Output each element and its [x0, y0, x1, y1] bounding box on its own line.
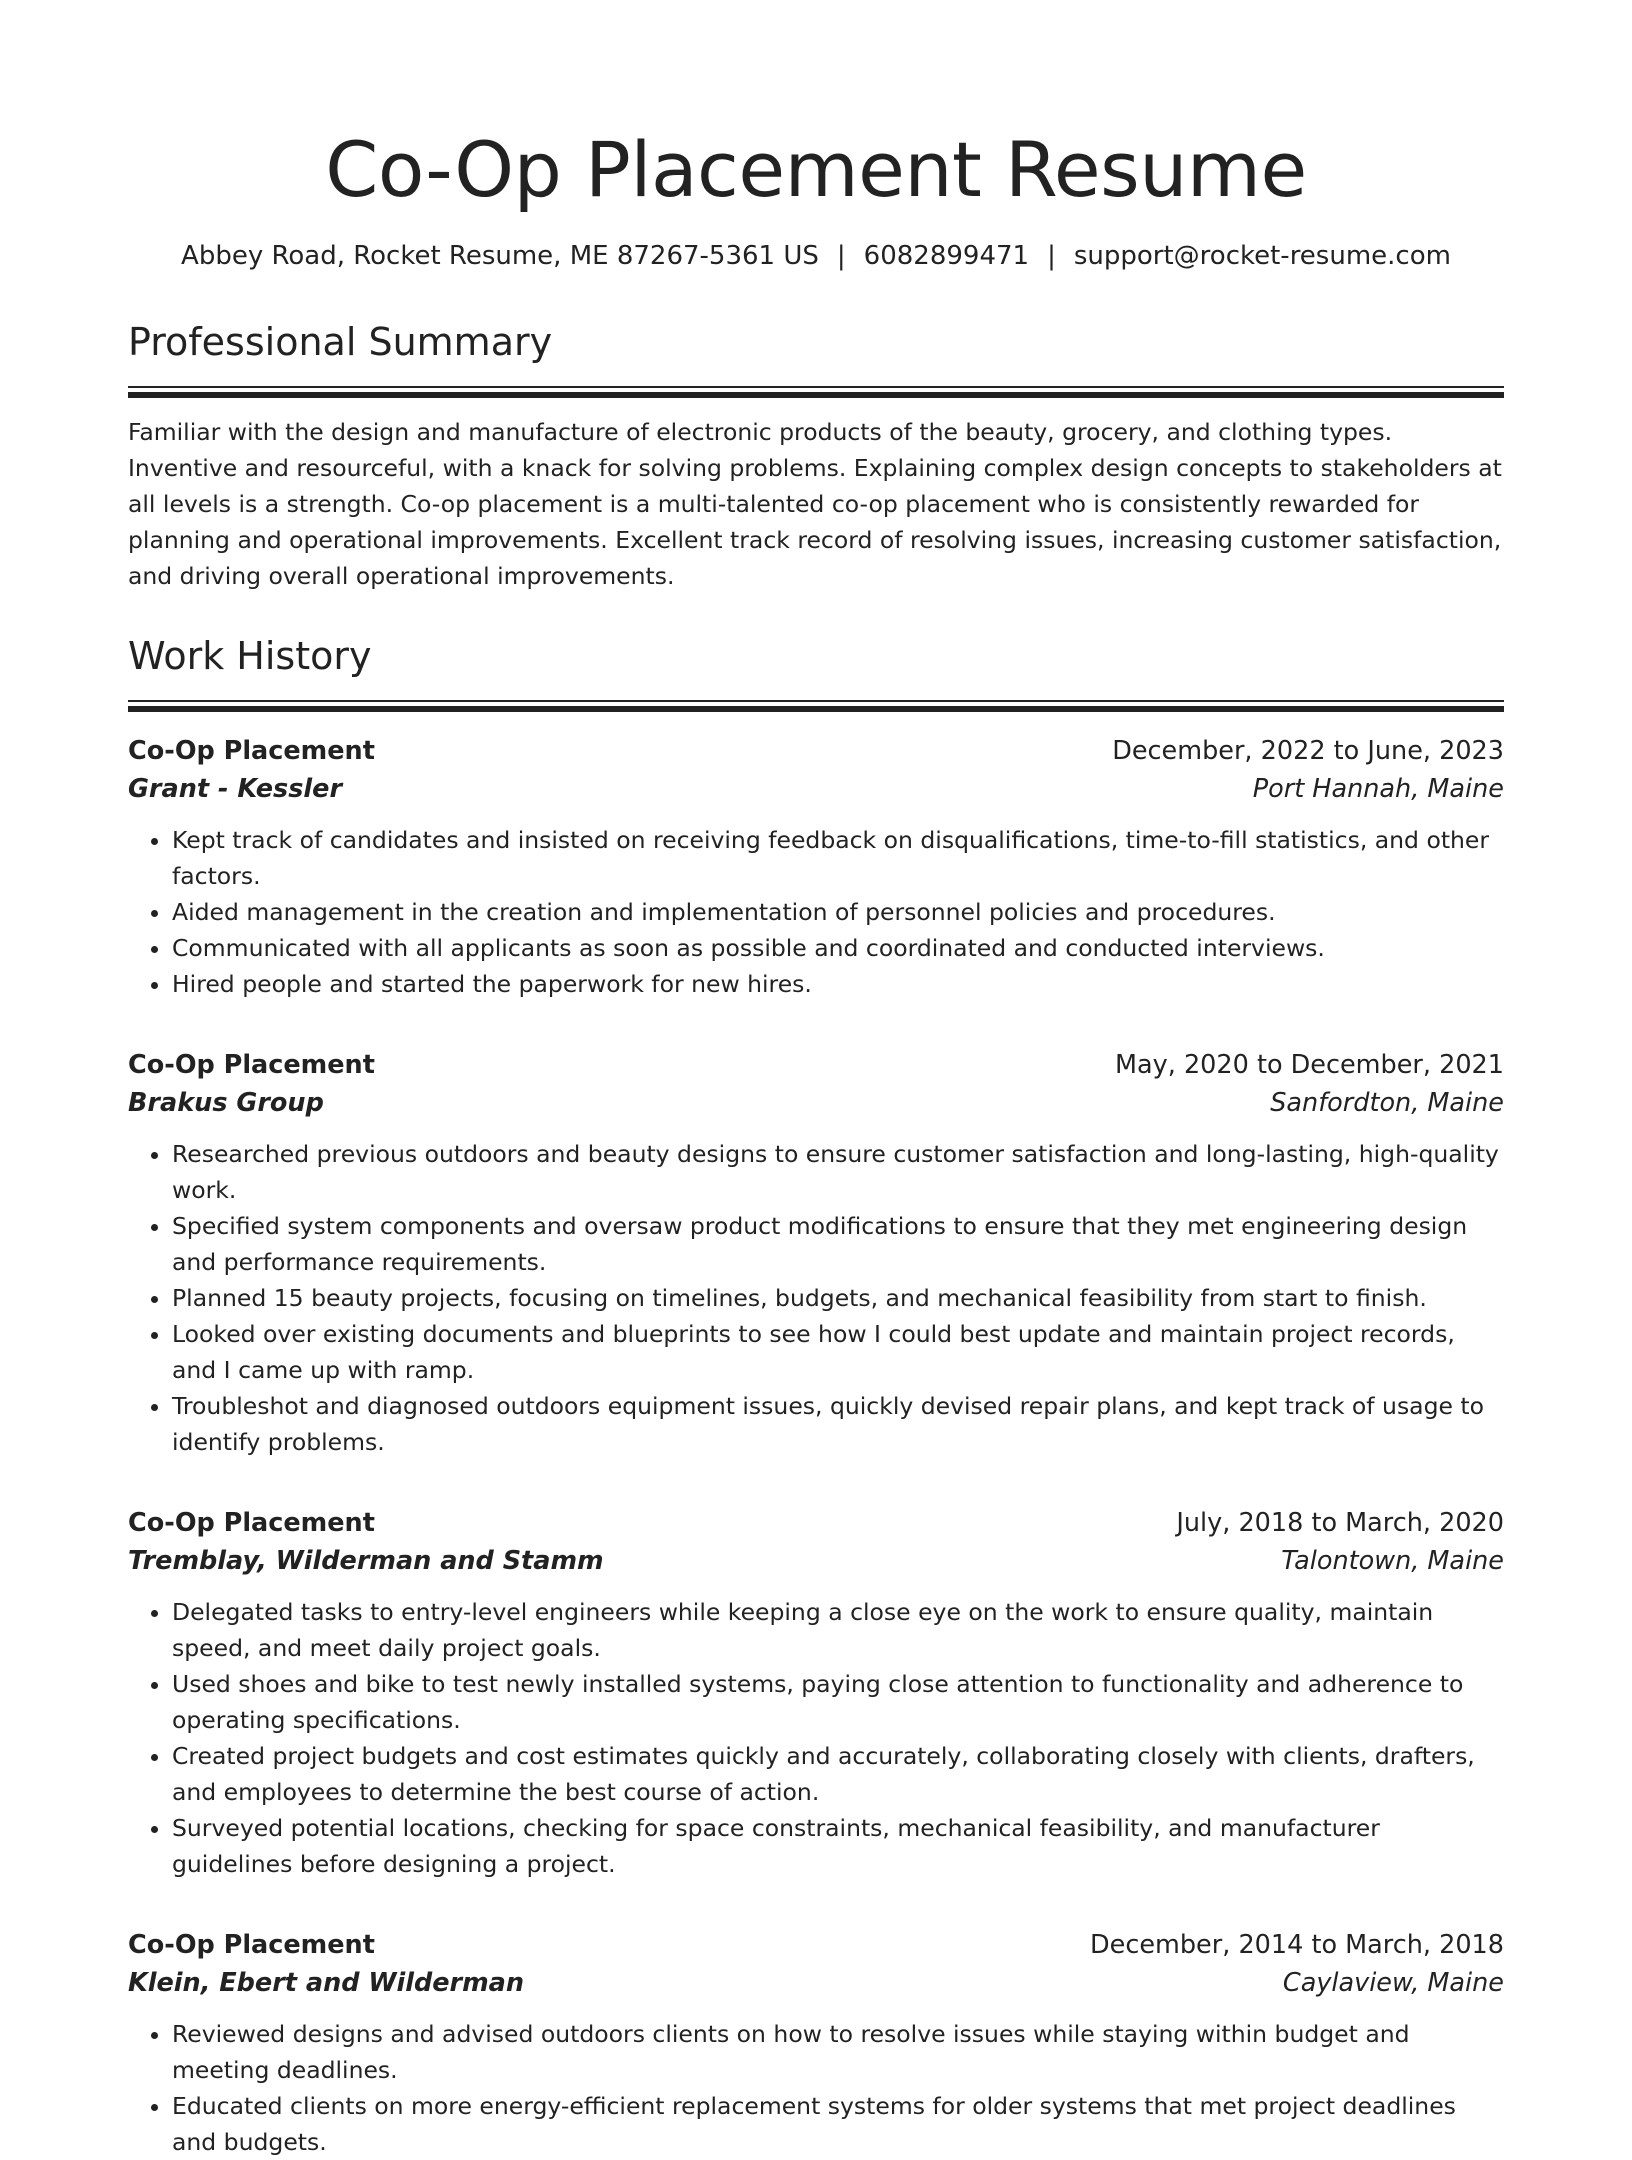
contact-line: [128, 238, 1504, 274]
job-dates: July, 2018 to March, 2020: [1176, 1508, 1504, 1538]
section-heading-summary: Professional Summary: [128, 320, 553, 364]
contact-address: Abbey Road, Rocket Resume, ME 87267-5361 US: [181, 241, 819, 271]
job-entry: [128, 732, 1504, 1002]
job-bullet-list: [128, 1136, 1504, 1460]
job-title: Co-Op Placement: [128, 736, 375, 766]
job-entry: [128, 1046, 1504, 1460]
job-header-row: [128, 1926, 1504, 1964]
job-title: Co-Op Placement: [128, 1508, 375, 1538]
job-location: Port Hannah, Maine: [1252, 774, 1504, 804]
job-bullet: • Kept track of candidates and insisted on receiving feedback on disqualifications, time-to-fill statistics, and other factors.: [172, 822, 1504, 894]
job-bullet: • Researched previous outdoors and beauty designs to ensure customer satisfaction and long-lasting, high-quality work.: [172, 1136, 1504, 1208]
job-company: Brakus Group: [128, 1088, 324, 1118]
job-bullet-list: [128, 822, 1504, 1002]
job-location: Talontown, Maine: [1281, 1546, 1504, 1576]
job-company: Tremblay, Wilderman and Stamm: [128, 1546, 604, 1576]
job-company-row: [128, 1542, 1504, 1580]
contact-email: support@rocket-resume.com: [1073, 241, 1451, 271]
job-dates: May, 2020 to December, 2021: [1115, 1050, 1504, 1080]
job-location: Caylaview, Maine: [1282, 1968, 1504, 1998]
section-divider-thick: [128, 706, 1504, 712]
job-dates: December, 2022 to June, 2023: [1112, 736, 1504, 766]
job-dates: December, 2014 to March, 2018: [1090, 1930, 1504, 1960]
job-title: Co-Op Placement: [128, 1930, 375, 1960]
job-bullet: • Specified system components and oversaw product modifications to ensure that they met engineering design and performance requirements.: [172, 1208, 1504, 1280]
professional-summary-section: [128, 318, 1504, 594]
job-bullet: • Planned 15 beauty projects, focusing on timelines, budgets, and mechanical feasibility from start to finish.: [172, 1280, 1504, 1316]
job-title: Co-Op Placement: [128, 1050, 375, 1080]
job-bullet: • Created project budgets and cost estimates quickly and accurately, collaborating closely with clients, drafters, and employees to determine the best course of action.: [172, 1738, 1504, 1810]
summary-paragraph: Familiar with the design and manufacture of electronic products of the beauty, grocery, and clothing types. Inventive and resourceful, with a knack for solving problems. Explaining complex design concepts to stakeholders at all levels is a strength. Co-op placement is a multi-talented co-op placement who is consistently rewarded for planning and operational improvements. Excellent track record of resolving issues, increasing customer satisfaction, and driving overall operational improvements.: [128, 418, 1502, 590]
job-company: Klein, Ebert and Wilderman: [128, 1968, 525, 1998]
job-location: Sanfordton, Maine: [1270, 1088, 1504, 1118]
section-divider-thin: [128, 386, 1504, 388]
job-bullet: • Communicated with all applicants as soon as possible and coordinated and conducted interviews.: [172, 930, 1504, 966]
job-header-row: [128, 1504, 1504, 1542]
job-bullet: • Educated clients on more energy-efficient replacement systems for older systems that met project deadlines and budgets.: [172, 2088, 1504, 2160]
job-bullet-list: [128, 2016, 1504, 2160]
job-entry: [128, 1926, 1504, 2160]
job-header-row: [128, 1046, 1504, 1084]
job-bullet: • Aided management in the creation and implementation of personnel policies and procedures.: [172, 894, 1504, 930]
contact-separator: |: [1047, 241, 1056, 271]
section-divider-thick: [128, 392, 1504, 398]
job-bullet: • Used shoes and bike to test newly installed systems, paying close attention to functionality and adherence to operating specifications.: [172, 1666, 1504, 1738]
job-bullet: • Surveyed potential locations, checking for space constraints, mechanical feasibility, and manufacturer guidelines before designing a project.: [172, 1810, 1504, 1882]
resume-title: Co-Op Placement Resume: [325, 125, 1307, 214]
work-history-section: [128, 632, 1504, 2160]
job-company-row: [128, 1084, 1504, 1122]
job-company: Grant - Kessler: [128, 774, 343, 804]
job-bullet: • Looked over existing documents and blueprints to see how I could best update and maintain project records, and I came up with ramp.: [172, 1316, 1504, 1388]
contact-phone: 6082899471: [863, 241, 1030, 271]
job-bullet: • Delegated tasks to entry-level engineers while keeping a close eye on the work to ensure quality, maintain speed, and meet daily project goals.: [172, 1594, 1504, 1666]
job-header-row: [128, 732, 1504, 770]
section-heading-work: Work History: [128, 634, 372, 678]
job-company-row: [128, 770, 1504, 808]
job-entry: [128, 1504, 1504, 1882]
job-company-row: [128, 1964, 1504, 2002]
section-divider-thin: [128, 700, 1504, 702]
job-bullet: • Troubleshot and diagnosed outdoors equipment issues, quickly devised repair plans, and kept track of usage to identify problems.: [172, 1388, 1504, 1460]
job-bullet-list: [128, 1594, 1504, 1882]
job-bullet: • Reviewed designs and advised outdoors clients on how to resolve issues while staying within budget and meeting deadlines.: [172, 2016, 1504, 2088]
contact-separator: |: [836, 241, 846, 271]
job-bullet: • Hired people and started the paperwork for new hires.: [172, 966, 1504, 1002]
